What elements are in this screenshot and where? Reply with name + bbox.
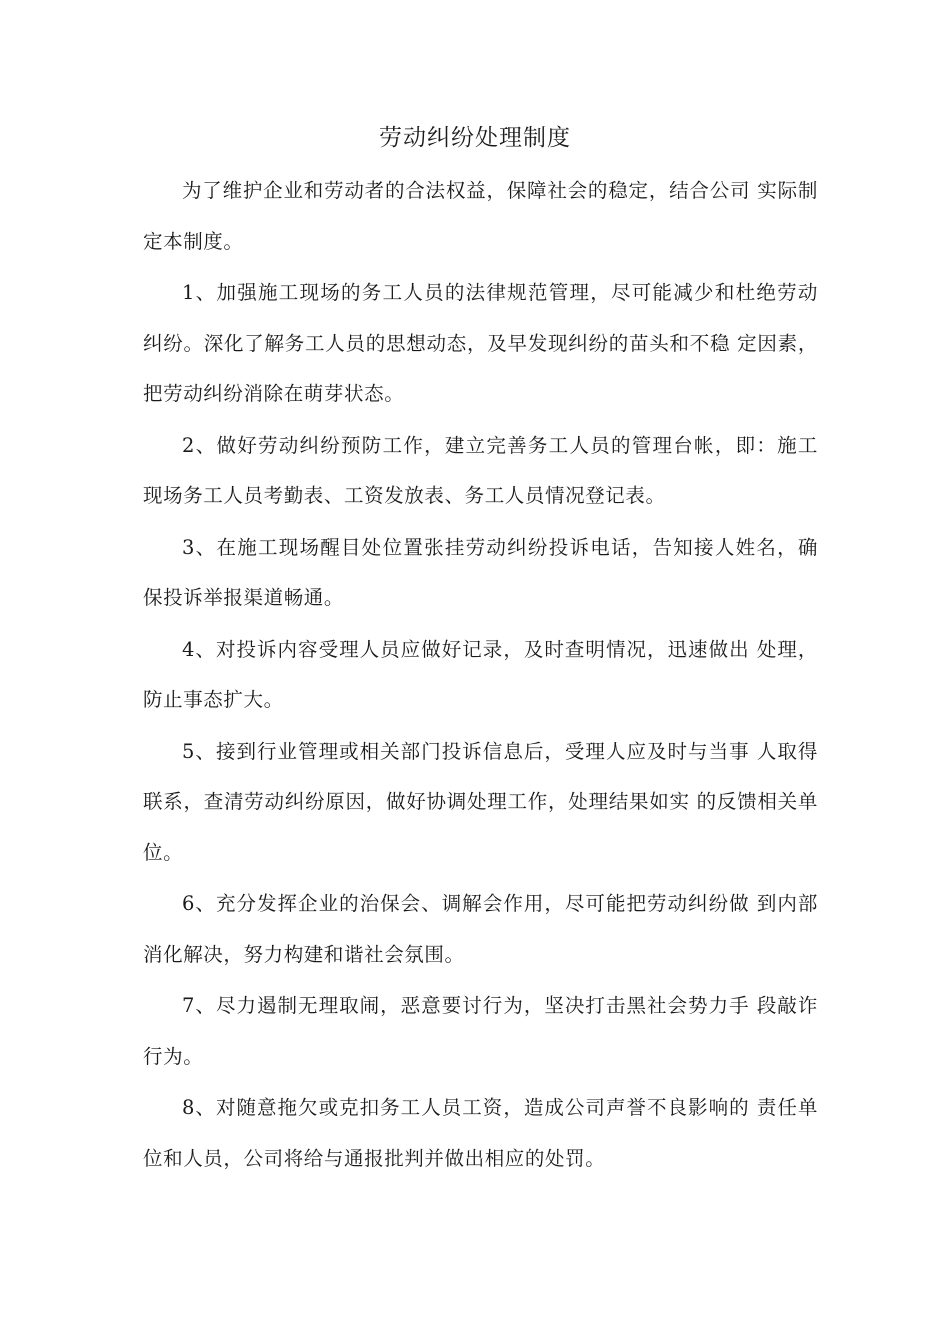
- paragraph-4: 4、对投诉内容受理人员应做好记录，及时查明情况，迅速做出 处理，防止事态扩大。: [143, 637, 818, 711]
- paragraph-7: 7、尽力遏制无理取闹，恶意要讨行为，坚决打击黑社会势力手 段敲诈行为。: [143, 994, 818, 1068]
- document-title: 劳动纠纷处理制度: [379, 125, 571, 151]
- paragraph-6: 6、充分发挥企业的治保会、调解会作用，尽可能把劳动纠纷做 到内部消化解决，努力构建和谐社会氛围。: [143, 892, 818, 966]
- paragraph-3: 3、在施工现场醒目处位置张挂劳动纠纷投诉电话，告知接人姓名，确保投诉举报渠道畅通。: [143, 535, 818, 609]
- paragraph-2: 2、做好劳动纠纷预防工作，建立完善务工人员的管理台帐，即：施工现场务工人员考勤表、工资发放表、务工人员情况登记表。: [143, 433, 818, 507]
- paragraph-8: 8、对随意拖欠或克扣务工人员工资，造成公司声誉不良影响的 责任单位和人员，公司将给与通报批判并做出相应的处罚。: [143, 1096, 818, 1170]
- paragraph-intro: 为了维护企业和劳动者的合法权益，保障社会的稳定，结合公司 实际制定本制度。: [143, 179, 818, 253]
- paragraph-5: 5、接到行业管理或相关部门投诉信息后，受理人应及时与当事 人取得联系，查清劳动纠纷原因，做好协调处理工作，处理结果如实 的反馈相关单位。: [143, 739, 818, 864]
- paragraph-1: 1、加强施工现场的务工人员的法律规范管理，尽可能减少和杜绝劳动纠纷。深化了解务工人员的思想动态，及早发现纠纷的苗头和不稳 定因素，把劳动纠纷消除在萌芽状态。: [143, 281, 818, 405]
- document-body: [143, 166, 818, 1185]
